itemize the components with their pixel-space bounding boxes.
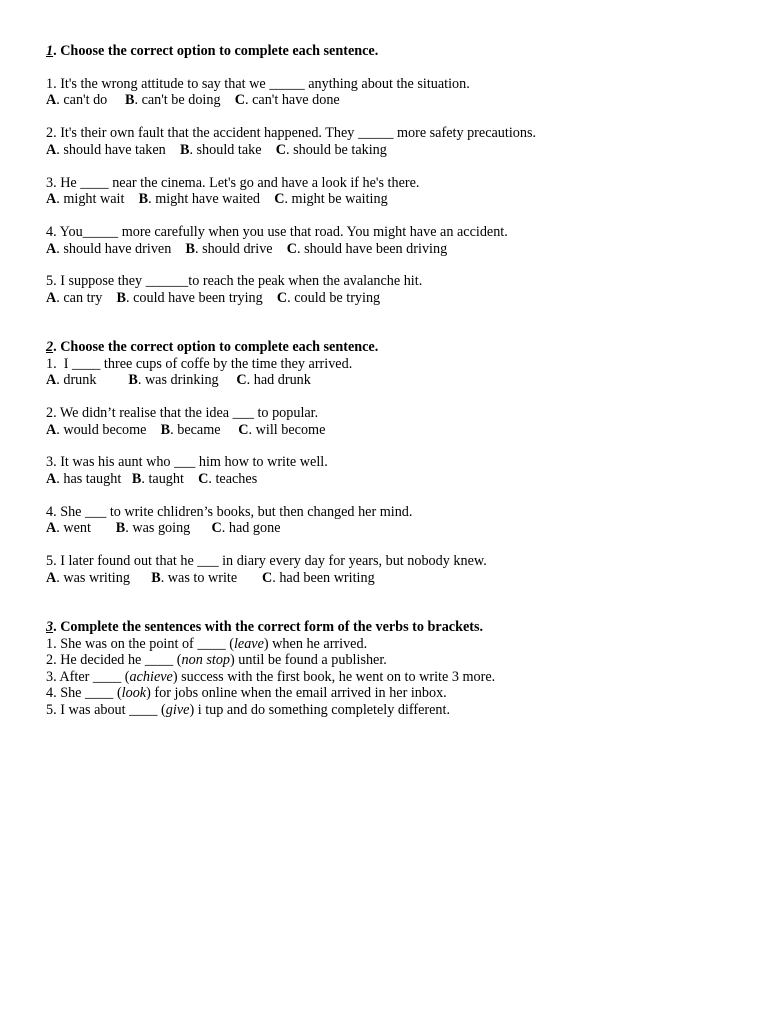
option-a: A. would become [46,421,147,438]
option-a: A. went [46,520,91,537]
fill-in-item: 5. I was about ____ (give) i tup and do something completely different. [46,701,451,718]
question-options [46,142,736,159]
question-text: 2. It's their own fault that the accident happened. They _____ more safety precautions. [46,125,537,142]
section-number: 3 [46,618,54,635]
question-item [46,273,736,306]
question-options [46,191,736,208]
question-options [46,570,736,587]
option-b: B. could have been trying [116,289,263,306]
question-text: 3. He ____ near the cinema. Let's go and have a look if he's there. [46,174,420,191]
option-a: A. might wait [46,191,125,208]
question-item [46,405,736,438]
section-2 [46,339,736,586]
question-text: 3. It was his aunt who ___ him how to write well. [46,454,328,471]
section-number: 2 [46,339,54,356]
worksheet [46,43,736,719]
option-c: C. had been writing [261,569,375,586]
option-a: A. should have taken [46,141,166,158]
question-text: 5. I later found out that he ___ in diary every day for years, but nobody knew. [46,553,487,570]
question-options [46,290,736,307]
option-a: A. can't do [46,92,108,109]
section-3 [46,619,736,719]
question-item [46,224,736,257]
option-a: A. can try [46,289,103,306]
fill-in-item: 4. She ____ (look) for jobs online when the email arrived in her inbox. [46,685,447,702]
question-item [46,504,736,537]
option-b: B. can't be doing [125,92,221,109]
option-b: B. should take [179,141,262,158]
verb-hint: leave [233,635,264,652]
question-options [46,471,736,488]
option-b: B. might have waited [138,191,260,208]
question-options [46,422,736,439]
option-b: B. was going [115,520,191,537]
option-c: C. could be trying [276,289,381,306]
question-options [46,241,736,258]
option-c: C. had drunk [236,372,311,389]
option-b: B. should drive [185,240,273,257]
option-b: B. became [160,421,221,438]
question-options [46,520,736,537]
question-text: 2. We didn’t realise that the idea ___ to popular. [46,405,319,422]
section-number: 1 [46,43,54,59]
option-c: C. should have been driving [286,240,448,257]
question-text: 1. It's the wrong attitude to say that we _____ anything about the situation. [46,75,470,92]
fill-in-item: 2. He decided he ____ (non stop) until be found a publisher. [46,652,387,669]
question-item [46,175,736,208]
section-title: . Choose the correct option to complete each sentence. [53,339,379,356]
fill-in-item: 1. She was on the point of ____ (leave) when he arrived. [46,635,368,652]
question-text: 4. You_____ more carefully when you use that road. You might have an accident. [46,223,508,240]
verb-hint: non stop [181,652,231,669]
question-text: 1. I ____ three cups of coffe by the time they arrived. [46,355,353,372]
question-options [46,92,736,109]
section-heading [46,339,736,356]
section-heading [46,43,736,60]
option-c: C. teaches [198,471,258,487]
question-item [46,553,736,586]
verb-hint: look [121,685,147,702]
option-a: A. was writing [46,569,130,586]
option-a: A. should have driven [46,240,172,257]
option-b: B. was drinking [128,372,219,389]
section-1 [46,43,736,306]
question-item [46,76,736,109]
verb-hint: achieve [129,668,173,685]
option-c: C. will become [238,421,326,438]
section-heading [46,619,736,636]
question-options [46,372,736,389]
option-a: A. has taught [46,471,122,487]
question-item [46,356,736,389]
question-text: 4. She ___ to write chlidren’s books, but then changed her mind. [46,503,413,520]
question-item [46,454,736,487]
verb-hint: give [165,701,190,718]
section-title: . Choose the correct option to complete each sentence. [53,43,379,59]
option-c: C. had gone [211,520,281,537]
question-text: 5. I suppose they ______to reach the peak when the avalanche hit. [46,273,423,290]
option-c: C. can't have done [234,92,340,109]
option-c: C. might be waiting [274,191,388,208]
question-item [46,125,736,158]
option-b: B. was to write [151,569,238,586]
fill-in-item: 3. After ____ (achieve) success with the first book, he went on to write 3 more. [46,668,496,685]
option-a: A. drunk [46,372,97,389]
option-c: C. should be taking [275,141,387,158]
option-b: B. taught [131,471,184,487]
section-title: . Complete the sentences with the correct form of the verbs to brackets. [53,618,484,635]
